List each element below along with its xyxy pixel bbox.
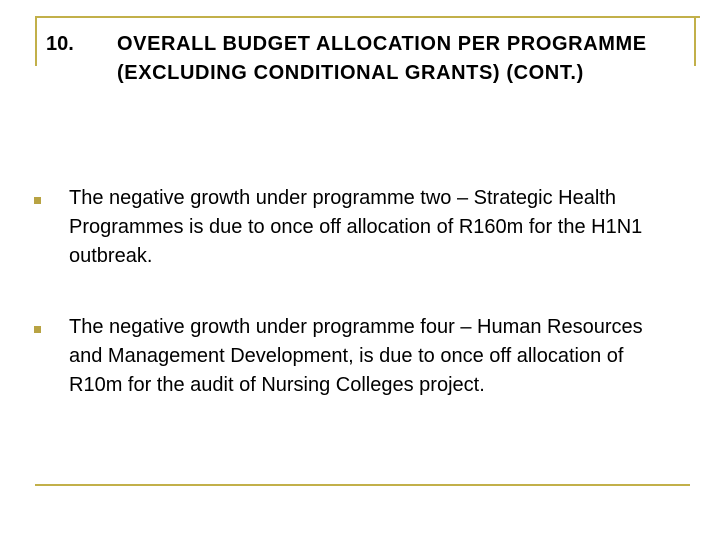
square-bullet-icon	[34, 197, 41, 204]
slide-number: 10.	[46, 33, 74, 55]
bottom-frame-line	[35, 484, 690, 486]
bullet-text: The negative growth under programme two – Strategic Health Programmes is due to once off allocation of R160m for the H1N1 outbreak.	[69, 187, 643, 267]
bullet-text: The negative growth under programme four – Human Resources and Management Development, is due to once off allocation of R10m for the audit of Nursing Colleges project.	[69, 316, 643, 396]
left-frame-line	[35, 16, 37, 66]
square-bullet-icon	[34, 326, 41, 333]
top-frame-line	[35, 16, 700, 18]
slide-title: OVERALL BUDGET ALLOCATION PER PROGRAMME (EXCLUDING CONDITIONAL GRANTS) (CONT.)	[117, 33, 647, 84]
